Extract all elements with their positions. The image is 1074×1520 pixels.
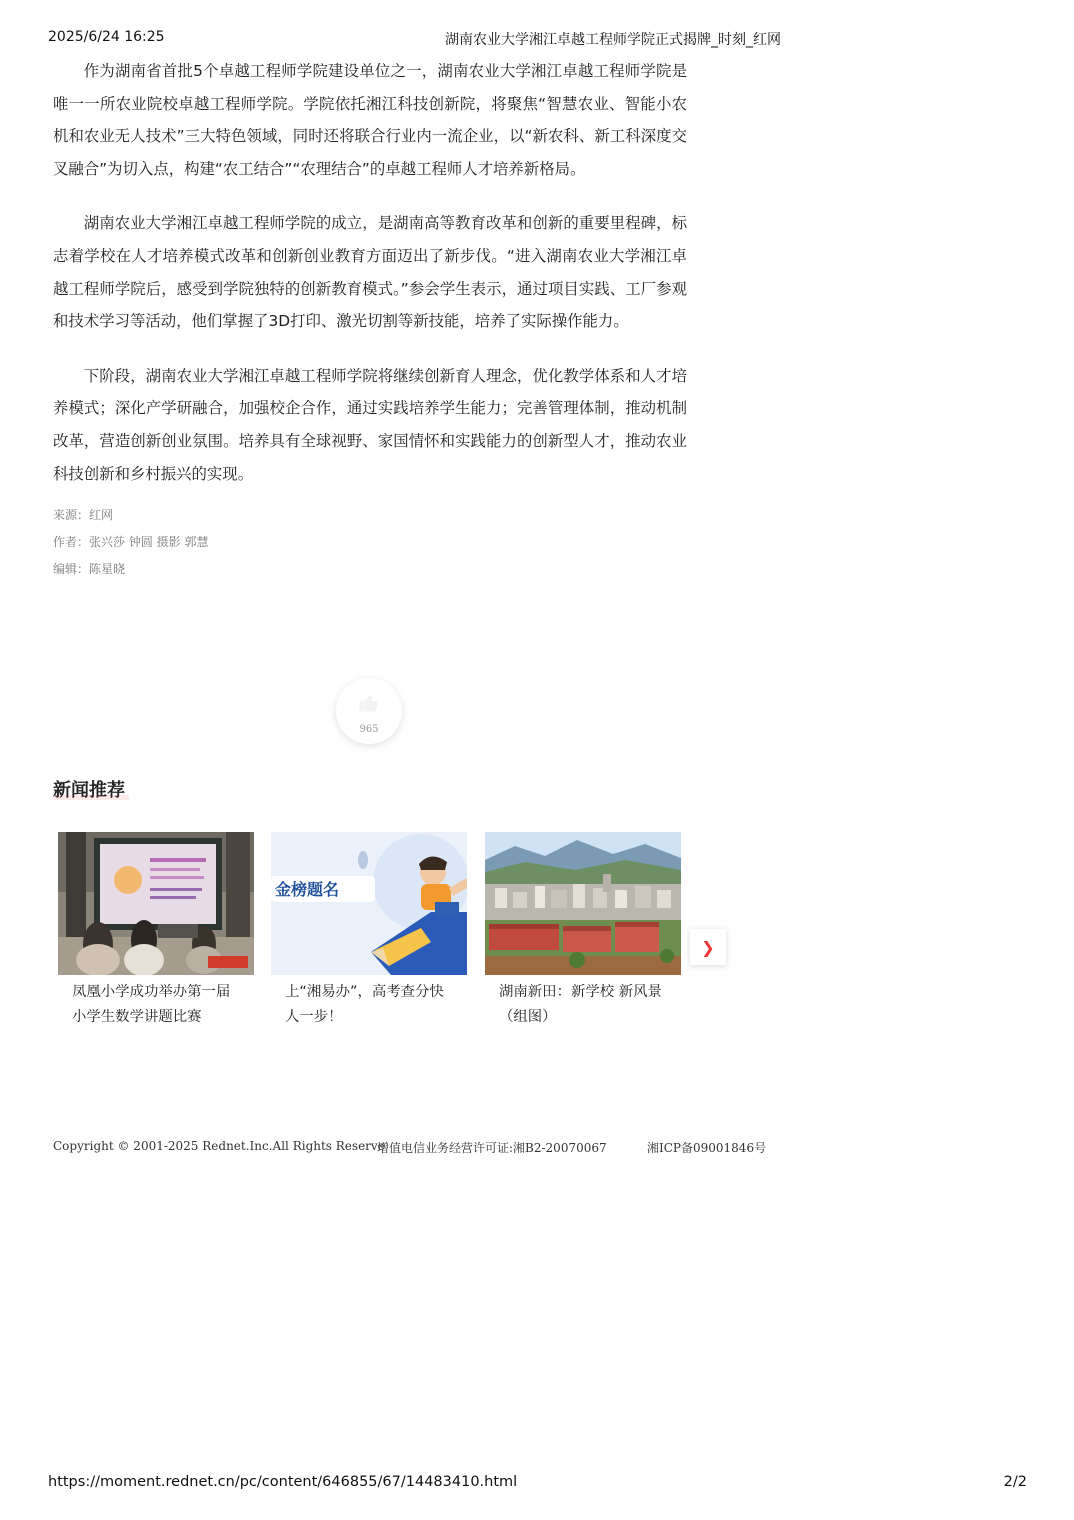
article-paragraph: 作为湖南省首批5个卓越工程师学院建设单位之一，湖南农业大学湘江卓越工程师学院是唯一一所农业院校卓越工程师学院。学院依托湘江科技创新院，将聚焦“智慧农业、智能小农机和农业无人技术”三大特色领域，同时还将联合行业内一流企业，以“新农科、新工科深度交叉融合”为切入点，构建“农工结合”“农理结合”的卓越工程师人才培养新格局。	[53, 62, 687, 178]
print-header-datetime: 2025/6/24 16:25	[48, 29, 165, 45]
like-button[interactable]	[336, 678, 402, 744]
recommend-next-button[interactable]	[690, 929, 726, 965]
recommend-section-title: 新闻推荐	[53, 776, 125, 802]
recommend-card-title[interactable]: 湖南新田：新学校 新风景（组图）	[499, 984, 662, 1025]
article-paragraph: 下阶段，湖南农业大学湘江卓越工程师学院将继续创新育人理念，优化教学体系和人才培养模式；深化产学研融合，加强校企合作，通过实践培养学生能力；完善管理体制，推动机制改革，营造创新创业氛围。培养具有全球视野、家国情怀和实践能力的创新型人才，推动农业科技创新和乡村振兴的实现。	[53, 366, 687, 483]
print-footer-page-number: 2/2	[1003, 1474, 1027, 1490]
thumbs-up-icon	[358, 692, 380, 714]
recommend-card-image-text: 金榜题名	[275, 880, 340, 899]
print-header-title: 湖南农业大学湘江卓越工程师学院正式揭牌_时刻_红网	[445, 32, 781, 48]
article-body	[53, 55, 687, 583]
footer-copyright: Copyright © 2001-2025 Rednet.Inc.All Rights Reserve	[53, 1139, 385, 1153]
recommend-card-title[interactable]: 上“湘易办”，高考查分快人一步！	[285, 984, 444, 1025]
recommend-card[interactable]	[485, 832, 681, 1030]
recommend-card-image[interactable]	[58, 832, 254, 975]
recommend-card-image[interactable]	[271, 832, 467, 975]
footer-icp[interactable]: 湘ICP备09001846号	[647, 1141, 767, 1155]
article-meta	[53, 502, 687, 583]
chevron-right-icon: ❯	[701, 937, 715, 957]
article-author: 作者：张兴莎 钟圆 摄影 郭慧	[53, 535, 209, 550]
article-editor: 编辑：陈星晓	[53, 562, 126, 577]
print-footer-url: https://moment.rednet.cn/pc/content/646855/67/14483410.html	[48, 1474, 518, 1490]
article-source: 来源：红网	[53, 508, 114, 523]
footer-license: 增值电信业务经营许可证:湘B2-20070067	[377, 1141, 607, 1155]
recommend-card[interactable]	[58, 832, 254, 1030]
recommend-card-image[interactable]	[485, 832, 681, 975]
like-count: 965	[359, 724, 379, 735]
article-paragraph: 湖南农业大学湘江卓越工程师学院的成立，是湖南高等教育改革和创新的重要里程碑，标志着学校在人才培养模式改革和创新创业教育方面迈出了新步伐。“进入湖南农业大学湘江卓越工程师学院后，感受到学院独特的创新教育模式。”参会学生表示，通过项目实践、工厂参观和技术学习等活动，他们掌握了3D打印、激光切割等新技能，培养了实际操作能力。	[53, 214, 687, 331]
recommend-card-title[interactable]: 凤凰小学成功举办第一届小学生数学讲题比赛	[72, 984, 231, 1025]
recommend-card[interactable]	[271, 832, 467, 1030]
